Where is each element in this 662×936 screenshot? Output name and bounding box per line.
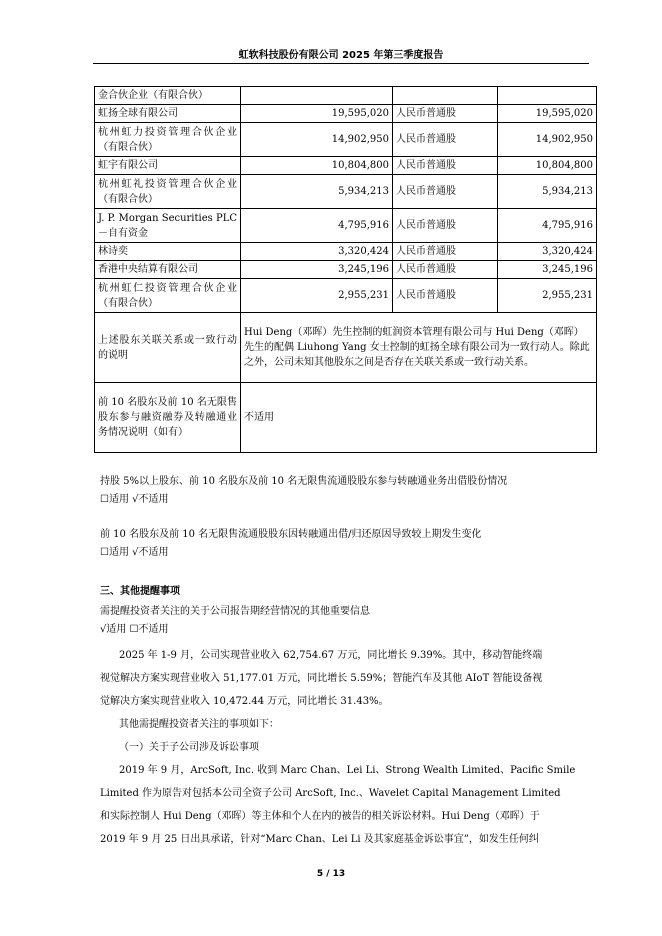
share-type: 人民币普通股 [393, 209, 498, 243]
share-quantity: 3,320,424 [241, 243, 393, 261]
table-row [95, 313, 597, 383]
section-choice: √适用 ☐不适用 [100, 624, 169, 635]
change-title: 前 10 名股东及前 10 名无限售流通股股东因转融通出借/归还原因导致较上期发生变化 [100, 529, 482, 540]
paragraph-line: 和实际控制人 Hui Deng（邓晖）等主体和个人在内的被告的相关诉讼材料。Hui Deng（邓晖）于 [100, 811, 540, 822]
share-type-quantity: 14,902,950 [498, 123, 597, 157]
relation-label: 上述股东关联关系或一致行动的说明 [95, 313, 241, 383]
share-type-quantity: 5,934,213 [498, 175, 597, 209]
share-type: 人民币普通股 [393, 105, 498, 123]
share-type [393, 87, 498, 105]
table-row [95, 123, 597, 157]
paragraph-line: 视觉解决方案实现营业收入 51,177.01 万元，同比增长 5.59%；智能汽车及其他 AIoT 智能设备视 [100, 673, 543, 684]
paragraph-line: 2019 年 9 月 25 日出具承诺，针对“Marc Chan、Lei Li 及其家庭基金诉讼事宜”，如发生任何纠 [100, 834, 539, 845]
share-quantity: 5,934,213 [241, 175, 393, 209]
share-quantity [241, 87, 393, 105]
share-type: 人民币普通股 [393, 175, 498, 209]
table-row [95, 261, 597, 279]
shareholder-name: 虹宇有限公司 [95, 157, 241, 175]
table-row [95, 87, 597, 105]
share-quantity: 2,955,231 [241, 279, 393, 313]
share-type-quantity: 4,795,916 [498, 209, 597, 243]
table-row [95, 383, 597, 453]
paragraph-line: 觉解决方案实现营业收入 10,472.44 万元，同比增长 31.43%。 [100, 696, 389, 707]
share-type: 人民币普通股 [393, 261, 498, 279]
document-header: 虹软科技股份有限公司 2025 年第三季度报告 [238, 50, 444, 61]
share-quantity: 3,245,196 [241, 261, 393, 279]
share-quantity: 10,804,800 [241, 157, 393, 175]
margin-trading-label: 前 10 名股东及前 10 名无限售股东参与融资融券及转融通业务情况说明（如有） [95, 383, 241, 453]
shareholder-name: 金合伙企业（有限合伙） [95, 87, 241, 105]
share-type-quantity: 19,595,020 [498, 105, 597, 123]
shareholder-name: 杭州虹力投资管理合伙企业（有限合伙） [95, 123, 241, 157]
page-number: 5 / 13 [316, 869, 346, 879]
shareholder-name: 林诗奕 [95, 243, 241, 261]
share-type-quantity: 10,804,800 [498, 157, 597, 175]
share-type: 人民币普通股 [393, 243, 498, 261]
share-type-quantity: 3,245,196 [498, 261, 597, 279]
table-row [95, 175, 597, 209]
shareholder-table [94, 86, 597, 453]
subsection-title: （一）关于子公司涉及诉讼事项 [119, 742, 259, 753]
lending-choice: ☐适用 √不适用 [100, 494, 169, 505]
table-row [95, 105, 597, 123]
share-type-quantity: 2,955,231 [498, 279, 597, 313]
lending-title: 持股 5%以上股东、前 10 名股东及前 10 名无限售流通股股东参与转融通业务出借股份情况 [100, 476, 508, 487]
table-row [95, 209, 597, 243]
shareholder-name: 香港中央结算有限公司 [95, 261, 241, 279]
share-type-quantity [498, 87, 597, 105]
section-intro: 需提醒投资者关注的关于公司报告期经营情况的其他重要信息 [100, 606, 370, 617]
share-quantity: 4,795,916 [241, 209, 393, 243]
share-type: 人民币普通股 [393, 279, 498, 313]
table-row [95, 243, 597, 261]
share-type-quantity: 3,320,424 [498, 243, 597, 261]
shareholder-name: 杭州虹仁投资管理合伙企业（有限合伙） [95, 279, 241, 313]
header-divider [93, 63, 589, 64]
margin-trading-text: 不适用 [241, 383, 597, 453]
section-title: 三、其他提醒事项 [100, 586, 180, 597]
share-type: 人民币普通股 [393, 157, 498, 175]
paragraph-line: 2019 年 9 月，ArcSoft, Inc. 收到 Marc Chan、Lei Li、Strong Wealth Limited、Pacific Smile [119, 765, 576, 776]
paragraph-line: 2025 年 1-9 月，公司实现营业收入 62,754.67 万元，同比增长 9.39%。其中，移动智能终端 [119, 650, 543, 661]
paragraph-line: 其他需提醒投资者关注的事项如下： [119, 719, 279, 730]
change-choice: ☐适用 √不适用 [100, 547, 169, 558]
relation-text: Hui Deng（邓晖）先生控制的虹润资本管理有限公司与 Hui Deng（邓晖）先生的配偶 Liuhong Yang 女士控制的虹扬全球有限公司为一致行动人。除此之外，公司未知其他股东之间是否存在关联关系或一致行动关系。 [241, 313, 597, 383]
shareholder-name: 虹扬全球有限公司 [95, 105, 241, 123]
share-type: 人民币普通股 [393, 123, 498, 157]
share-quantity: 19,595,020 [241, 105, 393, 123]
table-row [95, 279, 597, 313]
shareholder-name: 杭州虹礼投资管理合伙企业（有限合伙） [95, 175, 241, 209]
share-quantity: 14,902,950 [241, 123, 393, 157]
paragraph-line: Limited 作为原告对包括本公司全资子公司 ArcSoft, Inc.、Wavelet Capital Management Limited [100, 788, 561, 799]
table-row [95, 157, 597, 175]
shareholder-name: J. P. Morgan Securities PLC－自有资金 [95, 209, 241, 243]
